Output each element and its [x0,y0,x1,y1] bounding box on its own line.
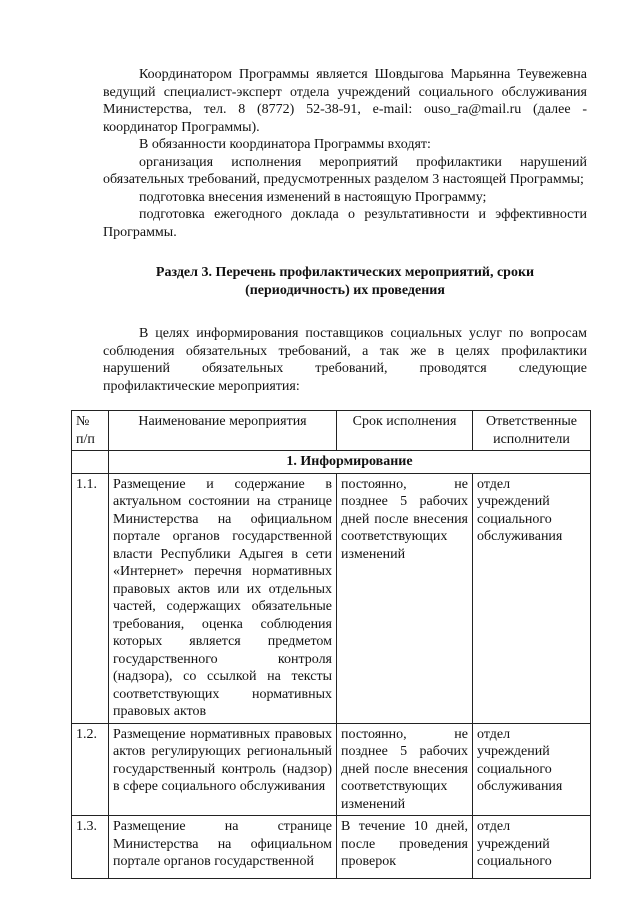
section-empty-cell [72,451,109,474]
header-name: Наименование мероприятия [109,411,337,451]
duty-item-1: организация исполнения мероприятий профилактики нарушений обязательных требований, предусмотренных разделом 3 настоящей Программы; [103,154,587,187]
duty-item-2: подготовка внесения изменений в настоящую Программу; [139,189,487,205]
header-number: № п/п [72,411,109,451]
row-deadline: постоянно, не позднее 5 рабочих дней после внесения соответствующих изменений [337,723,473,816]
header-deadline: Срок исполнения [337,411,473,451]
coordinator-paragraph: Координатором Программы является Шовдыгова Марьянна Теувежевна ведущий специалист-эксперт отдела учреждений социального обслуживания Министерства, тел. 8 (8772) 52-38-91, e-mail: ouso_ra@mail.ru (далее - координатор Программы). [103,67,587,135]
duty-item-3: подготовка ежегодного доклада о результативности и эффективности Программы. [103,207,587,240]
intro-block [103,66,587,241]
section-paragraph: В целях информирования поставщиков социальных услуг по вопросам соблюдения обязательных требований, а так же в целях профилактики нарушений обязательных требований, проводятся следующие профилактические мероприятия: [103,326,587,394]
table-row [72,816,591,879]
section-intro-block [103,325,587,395]
table-header-row [72,411,591,451]
row-responsible: отдел учреждений социального [477,819,552,869]
table-row [72,723,591,816]
row-name: Размещение и содержание в актуальном состоянии на странице Министерства на официальном портале органов государственной власти Республики Адыгея в сети «Интернет» перечня нормативных правовых актов или их отдельных частей, содержащих обязательные требования, оценка соблюдения которых является предметом государственного контроля (надзора), со ссылкой на тексты соответствующих нормативных правовых актов [109,473,337,723]
measures-table [71,410,591,879]
section-heading [103,264,587,299]
row-responsible: отдел учреждений социального обслуживания [473,723,591,816]
table-section-title: 1. Информирование [109,451,591,474]
table-row [72,473,591,723]
row-name: Размещение на странице Министерства на официальном портале органов государственной [113,819,332,869]
row-name: Размещение нормативных правовых актов регулирующих региональный государственный контроль (надзор) в сфере социального обслуживания [109,723,337,816]
section-heading-line-1: Раздел 3. Перечень профилактических мероприятий, сроки [155,265,535,280]
row-number: 1.2. [72,723,109,816]
header-responsible: Ответственные исполнители [473,411,591,451]
duties-intro-paragraph: В обязанности координатора Программы входят: [139,137,431,152]
row-responsible: отдел учреждений социального обслуживания [473,473,591,723]
row-number: 1.1. [72,473,109,723]
table-section-row [72,451,591,474]
row-deadline: В течение 10 дней, после проведения проверок [341,819,468,869]
row-deadline: постоянно, не позднее 5 рабочих дней после внесения соответствующих изменений [337,473,473,723]
row-number: 1.3. [72,816,109,879]
section-heading-line-2: (периодичность) их проведения [245,282,445,298]
